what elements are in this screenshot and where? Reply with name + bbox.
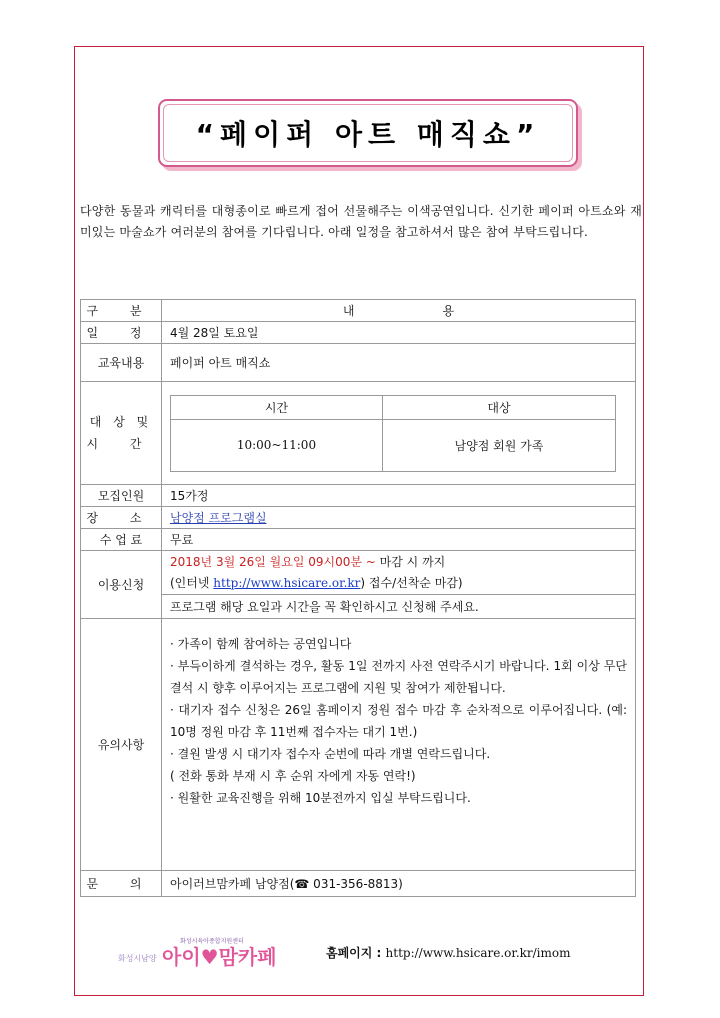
row-apply [81,551,636,595]
notes-content [162,619,636,871]
apply-note: 프로그램 해당 요일과 시간을 꼭 확인하시고 신청해 주세요. [162,595,636,619]
table-header-row [81,300,636,322]
row-program [81,344,636,382]
note-item: · 부득이하게 결석하는 경우, 활동 1일 전까지 사전 연락주시기 바랍니다. 1회 이상 무단결석 시 향후 이루어지는 프로그램에 지원 및 참여가 제한됩니다. [170,659,627,695]
row-target [81,382,636,485]
note-item: · 가족이 함께 참여하는 공연입니다 [170,637,352,651]
place-value: 남양점 프로그램실 [162,507,636,529]
header-content-b: 용 [442,304,455,318]
program-label: 교육내용 [81,344,162,382]
row-contact [81,871,636,897]
recruit-label: 모집인원 [81,485,162,507]
recruit-value: 15가정 [162,485,636,507]
time-value: 10:00~11:00 [171,419,383,471]
header-content [162,300,636,322]
note-item: · 대기자 접수 신청은 26일 홈페이지 정원 접수 마감 후 순차적으로 이루어집니다. (예: 10명 정원 마감 후 11번째 접수자는 대기 1번.) [170,703,627,739]
note-item: · 결원 발생 시 대기자 접수자 순번에 따라 개별 연락드립니다. [170,747,491,761]
header-label: 구 분 [81,300,162,322]
homepage-label: 홈페이지 : [326,946,386,960]
imom-cafe-logo [118,934,298,970]
info-table [80,299,636,897]
contact-value: 아이러브맘카페 남양점(☎ 031-356-8813) [162,871,636,897]
contact-label: 문 의 [81,871,162,897]
col-time-header: 시간 [171,395,383,419]
title-box [158,99,578,167]
date-label: 일 정 [81,322,162,344]
apply-value: 2018년 3월 26일 월요일 09시00분 ~ 마감 시 까지 (인터넷 http://www.hsicare.or.kr) 접수/선착순 마감) [162,551,636,595]
place-label: 장 소 [81,507,162,529]
note-item: ( 전화 통화 부재 시 후 순위 자에게 자동 연락!) [170,769,416,783]
fee-value: 무료 [162,529,636,551]
row-notes [81,619,636,871]
page-title: “페이퍼 아트 매직쇼” [195,118,541,151]
row-place [81,507,636,529]
program-value: 페이퍼 아트 매직쇼 [162,344,636,382]
note-item: · 원활한 교육진행을 위해 10분전까지 입실 부탁드립니다. [170,791,471,805]
homepage-info [326,944,571,961]
row-fee [81,529,636,551]
target-label: 대 상 및 시 간 [81,382,162,485]
apply-link[interactable]: http://www.hsicare.or.kr [213,575,361,590]
footer [118,934,598,974]
row-recruit [81,485,636,507]
date-value: 4월 28일 토요일 [162,322,636,344]
apply-start-date: 2018년 3월 26일 월요일 09시00분 ~ [170,554,376,569]
intro-paragraph: 다양한 동물과 캐릭터를 대형종이로 빠르게 접어 선물해주는 이색공연입니다. 신기한 페이퍼 아트쇼와 재미있는 마술쇼가 여러분의 참여를 기다립니다. 아래 일정을 참고하셔서 많은 참여 부탁드립니다. [80,204,642,239]
row-date [81,322,636,344]
header-content-a: 내 [342,304,355,318]
fee-label: 수 업 료 [81,529,162,551]
row-apply-note [81,595,636,619]
svg-text:화성시남양: 화성시남양 [118,954,157,963]
svg-text:아이♥맘카페: 아이♥맘카페 [162,945,277,969]
target-cell [162,382,636,485]
notes-label: 유의사항 [81,619,162,871]
apply-label: 이용신청 [81,551,162,619]
homepage-url[interactable]: http://www.hsicare.or.kr/imom [385,946,571,960]
col-target-header: 대상 [382,395,615,419]
target-inner-table [170,395,616,472]
audience-value: 남양점 회원 가족 [382,419,615,471]
svg-text:화성시육아종합지원센터: 화성시육아종합지원센터 [180,938,244,945]
